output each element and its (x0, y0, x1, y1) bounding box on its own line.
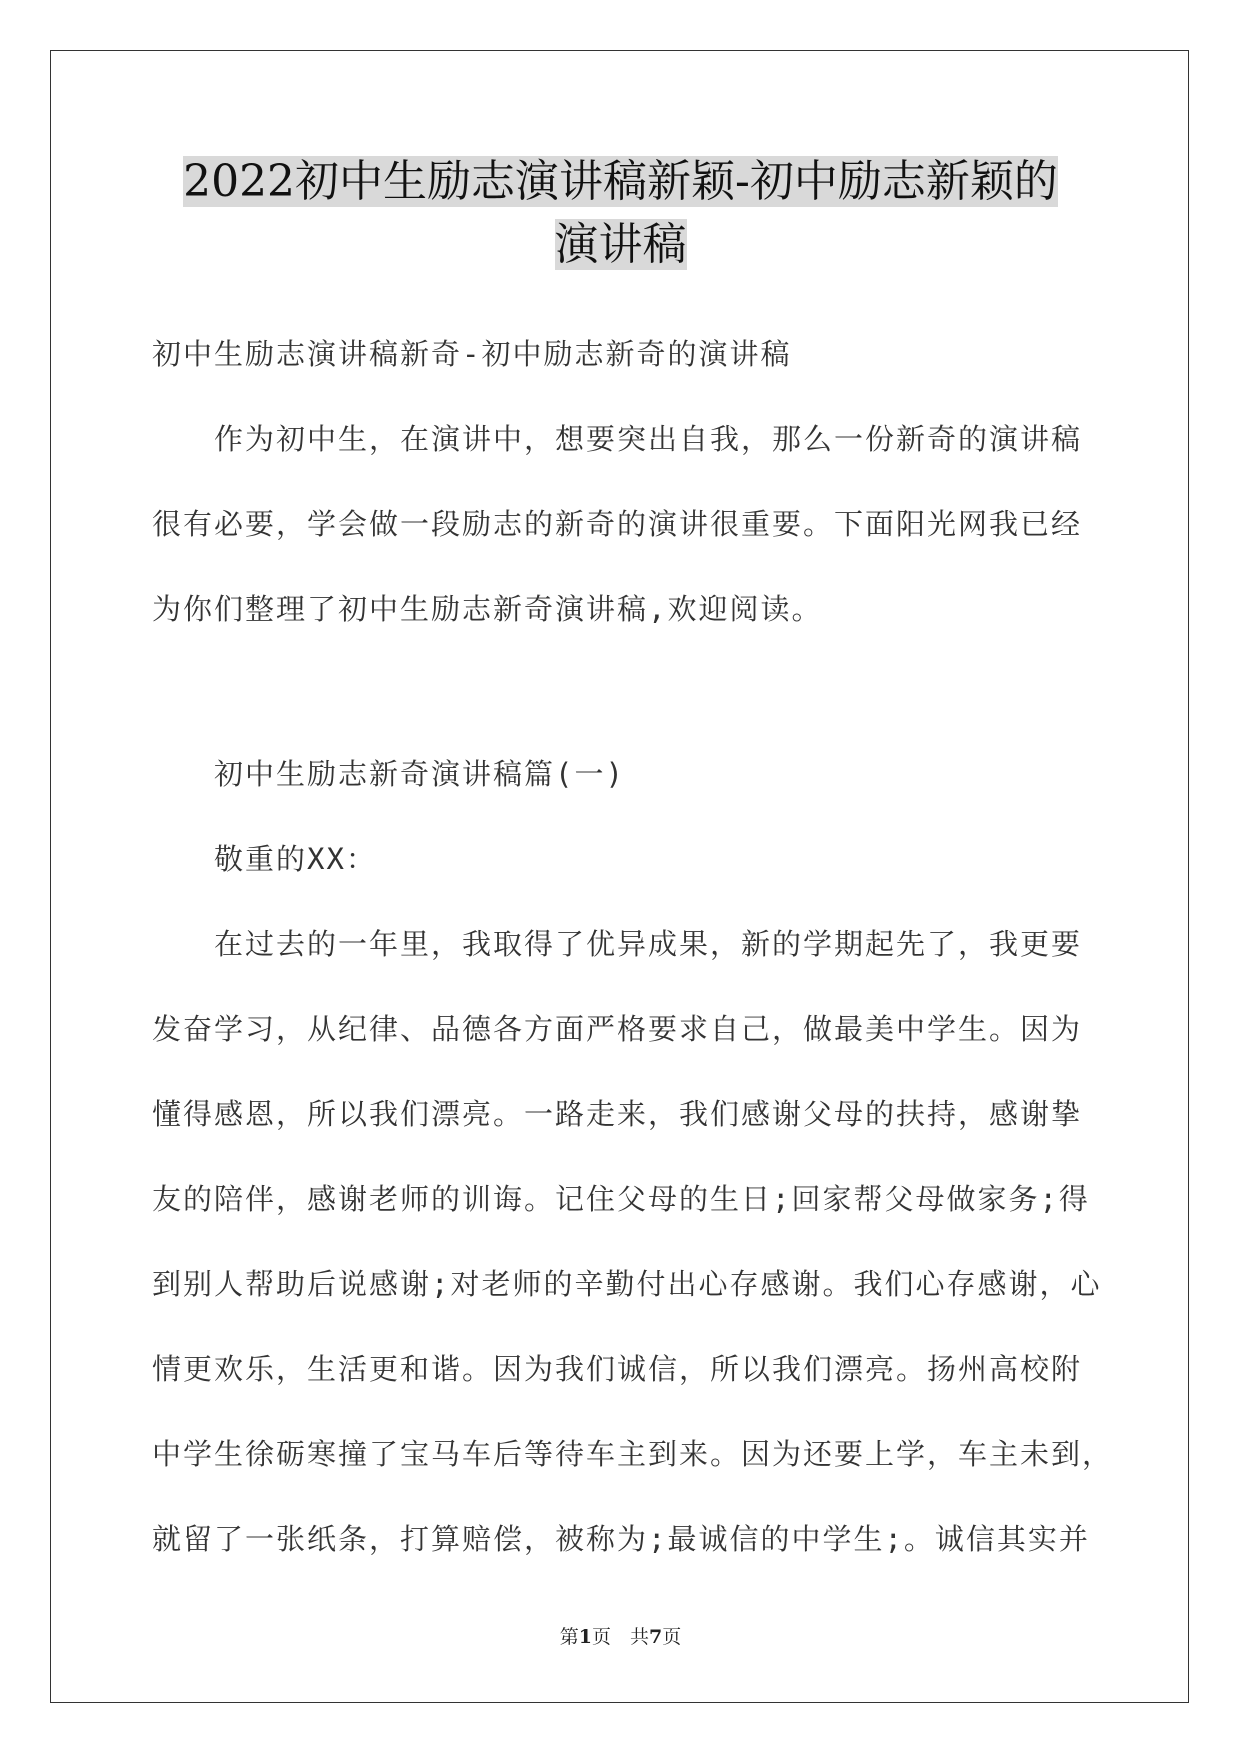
document-body (152, 312, 1096, 652)
section-heading: 初中生励志新奇演讲稿篇(一) (152, 757, 625, 791)
page-prefix: 第 (559, 1626, 579, 1648)
intro-line: 为你们整理了初中生励志新奇演讲稿,欢迎阅读。 (152, 592, 823, 626)
title-line-2: 演讲稿 (554, 219, 687, 270)
page-mid: 页 共 (591, 1626, 649, 1648)
document-title (120, 150, 1121, 276)
page-footer (0, 1622, 1241, 1649)
body-line: 懂得感恩，所以我们漂亮。一路走来，我们感谢父母的扶持，感谢挚 (152, 1097, 1083, 1131)
body-line: 就留了一张纸条，打算赔偿，被称为;最诚信的中学生;。诚信其实并 (152, 1522, 1090, 1556)
body-line: 情更欢乐，生活更和谐。因为我们诚信，所以我们漂亮。扬州高校附 (152, 1352, 1083, 1386)
greeting: 敬重的XX： (152, 842, 377, 876)
body-line: 发奋学习，从纪律、品德各方面严格要求自己，做最美中学生。因为 (152, 1012, 1083, 1046)
section-one (152, 732, 1114, 1582)
current-page-number: 1 (578, 1626, 592, 1648)
title-line-1: 2022初中生励志演讲稿新颖-初中励志新颖的 (183, 156, 1058, 207)
intro-line: 作为初中生，在演讲中，想要突出自我，那么一份新奇的演讲稿 (152, 422, 1083, 456)
intro-line: 很有必要，学会做一段励志的新奇的演讲很重要。下面阳光网我已经 (152, 507, 1083, 541)
body-line: 在过去的一年里，我取得了优异成果，新的学期起先了，我更要 (152, 927, 1083, 961)
subtitle: 初中生励志演讲稿新奇-初中励志新奇的演讲稿 (152, 337, 792, 371)
body-line: 友的陪伴，感谢老师的训诲。记住父母的生日;回家帮父母做家务;得 (152, 1182, 1090, 1216)
body-line: 中学生徐砺寒撞了宝马车后等待车主到来。因为还要上学，车主未到， (152, 1437, 1114, 1471)
page-suffix: 页 (662, 1626, 682, 1648)
total-page-number: 7 (649, 1626, 663, 1648)
body-line: 到别人帮助后说感谢;对老师的辛勤付出心存感谢。我们心存感谢，心 (152, 1267, 1102, 1301)
